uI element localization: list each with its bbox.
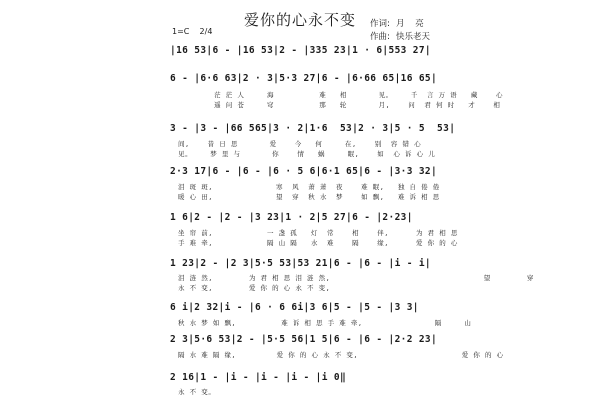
lyric-line-2a: 茫 茫 人 海 难 相 见。 千 言 万 语 藏 心: [178, 91, 504, 99]
lyricist-name: 月 亮: [396, 19, 424, 29]
song-title: 爱你的心永不变: [243, 11, 356, 29]
lyric-line-6a: 泪 涟 然, 为 君 相 思 泪 涟 然, 望 穿: [178, 274, 534, 282]
notation-line-6: 1 23|2 - |2 3|5·5 53|53 21|6 - |6 - |i - i|: [170, 258, 431, 269]
lyric-line-6b: 永 不 变, 爱 你 的 心 永 不 变,: [178, 284, 331, 292]
lyric-line-5a: 坐 帘 前, 一 盏 孤 灯 常 相 伴, 为 君 相 思: [178, 229, 458, 237]
lyric-line-5b: 手 难 牵, 隔 山 隔 水 难 隔 缘, 爱 你 的 心: [178, 239, 458, 247]
lyric-line-4a: 泪 斑 斑, 寒 风 萧 萧 夜 难 眠, 独 自 倦 倦: [178, 183, 440, 191]
lyric-line-8a: 隔 水 难 隔 缘, 爱 你 的 心 永 不 变, 爱 你 的 心: [178, 351, 504, 359]
notation-line-9: 2 16|1 - |i - |i - |i - |i 0‖: [170, 372, 347, 383]
notation-line-5: 1 6|2 - |2 - |3 23|1 · 2|5 27|6 - |2·23|: [170, 212, 413, 223]
lyric-line-9a: 永 不 变。: [178, 388, 216, 396]
composer-name: 快乐老天: [396, 32, 431, 42]
lyric-line-4b: 暖 心 田, 望 穿 秋 水 梦 如 飘, 难 诉 相 思: [178, 193, 440, 201]
notation-line-2: 6 - |6·6 63|2 · 3|5·3 27|6 - |6·66 65|16 65|: [170, 73, 438, 84]
notation-line-3: 3 - |3 - |66 565|3 · 2|1·6 53|2 · 3|5 · 5 53|: [170, 123, 456, 134]
lyric-line-2b: 遥 问 苍 穹 那 轮 月, 问 君 何 时 才 相: [178, 101, 501, 109]
notation-line-8: 2 3|5·6 53|2 - |5·5 56|1 5|6 - |6 - |2·2 23|: [170, 334, 438, 345]
composer-label: 作曲:: [370, 32, 390, 42]
key-signature: 1=C 2/4: [172, 27, 213, 36]
lyric-line-7a: 秋 水 梦 如 飘, 难 诉 相 思 手 难 牵, 隔 山: [178, 319, 472, 327]
lyricist-label: 作词:: [370, 19, 390, 29]
notation-line-7: 6 i|2 32|i - |6 · 6 6i|3 6|5 - |5 - |3 3|: [170, 302, 419, 313]
notation-line-1: |16 53|6 - |16 53|2 - |335 23|1 · 6|553 27|: [170, 45, 431, 56]
lyric-line-3b: 见。 梦 里 与 你 情 蜗 眠, 如 心 诉 心 儿: [178, 150, 436, 158]
notation-line-4: 2·3 17|6 - |6 - |6 · 5 6|6·1 65|6 - |3·3 32|: [170, 166, 438, 177]
lyric-line-3a: 间, 昔 日 思 爱 今 何 在, 别 容 错 心: [178, 140, 422, 148]
